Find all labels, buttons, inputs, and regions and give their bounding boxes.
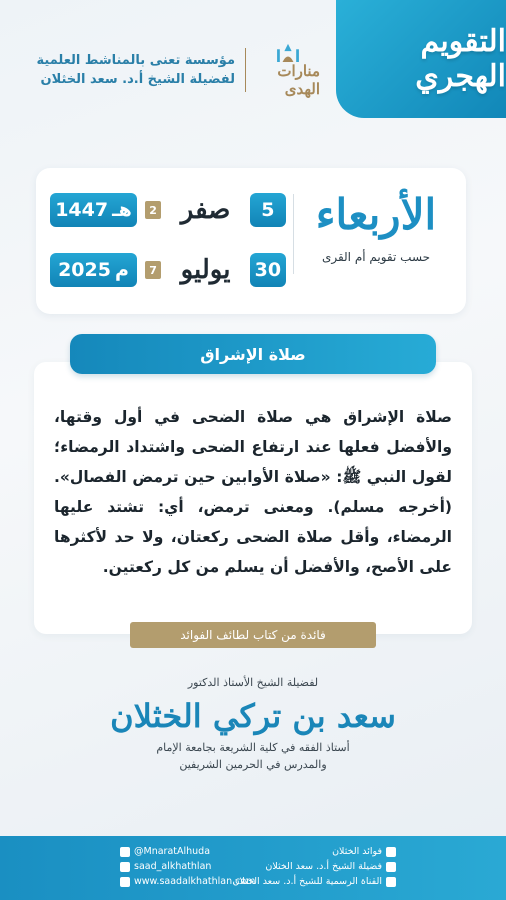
gregorian-year-box <box>50 253 137 287</box>
brand-logo <box>256 42 320 98</box>
footer-channel-item[interactable] <box>233 874 397 889</box>
gregorian-date-row <box>50 252 286 288</box>
signature-title: لفضيلة الشيخ الأستاذ الدكتور <box>187 676 319 689</box>
channel-label[interactable]: فضيلة الشيخ أ.د. سعد الخثلان <box>265 861 382 872</box>
brand-line-2: لفضيلة الشيخ أ.د. سعد الخثلان <box>40 72 235 87</box>
gregorian-month-name: يوليو <box>180 255 231 285</box>
brand-logo-text: منارات الهدى <box>277 62 320 98</box>
day-separator <box>293 194 294 274</box>
hijri-month-name: صفر <box>180 195 231 225</box>
prayer-body-text: صلاة الإشراق هي صلاة الضحى في أول وقتها، والأفضل فعلها عند ارتفاع الضحى واشتداد الرمضاء؛ لقول النبي ﷺ: «صلاة الأوابين حين ترمض الفصال». (أخرجه مسلم). ومعنى ترمض، أي: تشتد عليها الرمضاء، وأقل صلاة الضحى ركعتان، ولا حد لأكثرها على الأصح، والأفضل أن يسلم من كل ركعتين. <box>54 408 452 576</box>
gregorian-month-number: 7 <box>145 261 161 279</box>
hijri-calendar-title: التقويم الهجري <box>415 24 506 94</box>
signature-role-2: والمدرس في الحرمين الشريفين <box>179 758 327 771</box>
hijri-suffix: هـ <box>112 199 132 221</box>
brand-divider <box>245 48 246 92</box>
footer-channel-item[interactable] <box>233 844 397 859</box>
brand-lines <box>37 53 236 87</box>
day-block <box>302 190 450 300</box>
brand-line-1: مؤسسة تعنى بالمناشط العلمية <box>36 53 235 68</box>
youtube-icon <box>386 862 396 872</box>
hijri-year-box <box>50 193 137 227</box>
footer <box>0 836 506 900</box>
prayer-title-pill <box>70 334 436 374</box>
channel-label[interactable]: فوائد الخثلان <box>332 846 382 857</box>
prayer-title: صلاة الإشراق <box>200 344 306 364</box>
hijri-month-number: 2 <box>145 201 161 219</box>
social-handle[interactable]: saad_alkhathlan <box>134 861 212 872</box>
brand <box>30 40 320 100</box>
hijri-calendar-badge <box>336 0 506 118</box>
footer-channels <box>233 844 397 889</box>
prayer-text-card <box>34 362 472 634</box>
x-icon <box>120 847 130 857</box>
signature-role-1: أستاذ الفقه في كلية الشريعة بجامعة الإمام <box>156 741 350 754</box>
gregorian-suffix: م <box>114 259 129 281</box>
channel-label[interactable]: القناة الرسمية للشيخ أ.د. سعد الخثلان <box>232 876 382 887</box>
youtube-icon <box>386 877 396 887</box>
mosque-icon <box>270 42 306 62</box>
source-pill <box>130 622 376 648</box>
gregorian-year: 2025 <box>58 259 111 281</box>
hijri-year: 1447 <box>55 199 109 221</box>
website-link[interactable]: www.saadalkhathlan.com <box>134 876 256 887</box>
signature <box>100 676 406 796</box>
youtube-icon <box>386 847 396 857</box>
header <box>0 0 506 160</box>
hijri-date-row <box>50 192 286 228</box>
source-text: فائدة من كتاب لطائف الفوائد <box>180 628 326 642</box>
instagram-icon <box>120 862 130 872</box>
day-name: الأربعاء <box>315 190 437 239</box>
calendar-note: حسب تقويم أم القرى <box>321 250 431 265</box>
social-handle[interactable]: @MnaratAlhuda <box>134 846 211 857</box>
signature-name: سعد بن تركي الخثلان <box>110 697 396 735</box>
globe-icon <box>120 877 130 887</box>
hijri-day: 5 <box>250 193 286 227</box>
date-card <box>36 168 466 314</box>
gregorian-day: 30 <box>250 253 286 287</box>
footer-channel-item[interactable] <box>233 859 397 874</box>
